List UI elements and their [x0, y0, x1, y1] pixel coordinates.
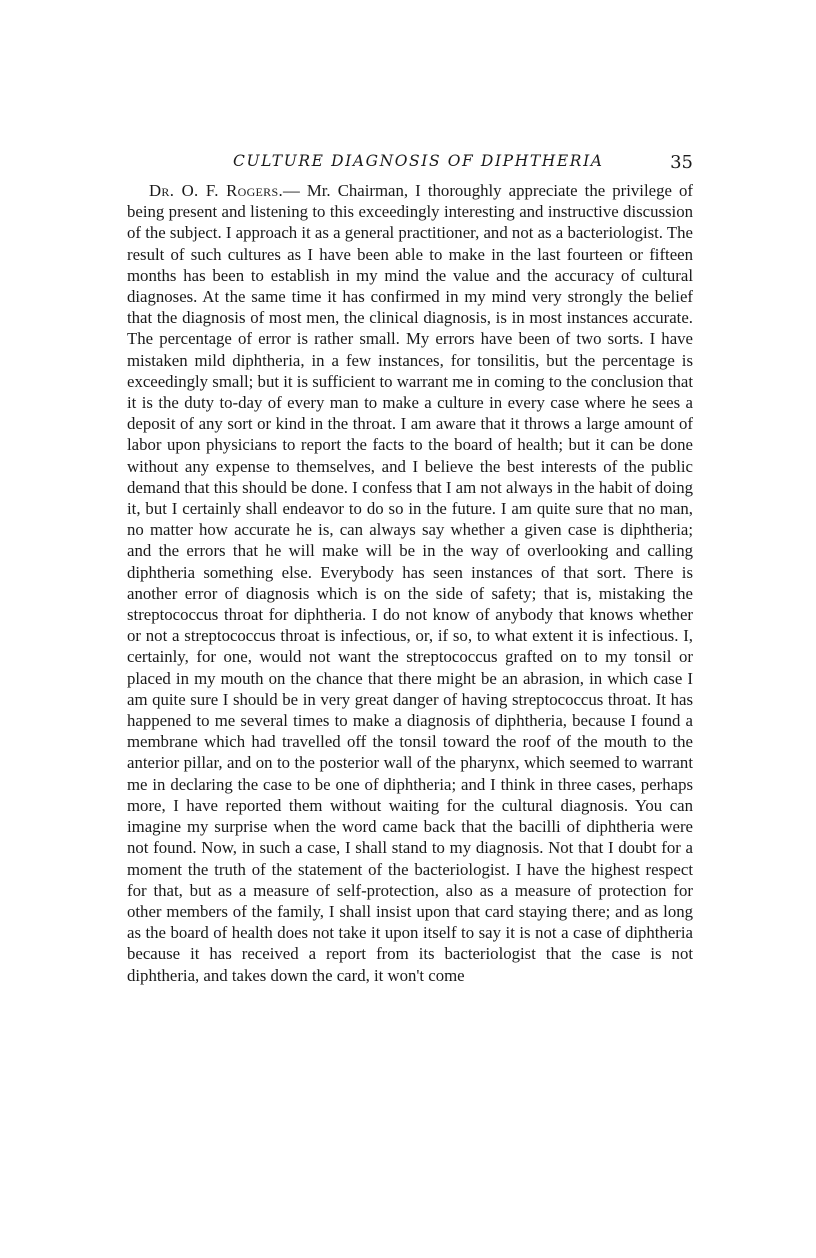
speaker-name: Dr. O. F. Rogers. — [149, 181, 283, 200]
body-paragraph — [127, 180, 693, 986]
document-page — [127, 150, 693, 986]
paragraph-text: — Mr. Chairman, I thoroughly appreciate the privilege of being present and listening to this exceedingly interesting and instructive discussion of the subject. I approach it as a general practitioner, and not as a bacteriologist. The result of such cultures as I have been able to make in the last fourteen or fifteen months has been to establish in my mind the value and the accuracy of cultural diagnoses. At the same time it has confirmed in my mind very strongly the belief that the diagnosis of most men, the clinical diagnosis, is in most instances accurate. The percentage of error is rather small. My errors have been of two sorts. I have mistaken mild diphtheria, in a few instances, for tonsilitis, but the percentage is exceedingly small; but it is sufficient to warrant me in coming to the conclusion that it is the duty to-day of every man to make a culture in every case where he sees a deposit of any sort or kind in the throat. I am aware that it throws a large amount of labor upon physicians to report the facts to the board of health; but it can be done without any expense to themselves, and I believe the best interests of the public demand that this should be done. I confess that I am not always in the habit of doing it, but I certainly shall endeavor to do so in the future. I am quite sure that no man, no matter how accurate he is, can always say whether a given case is diphtheria; and the errors that he will make will be in the way of overlooking and calling diphtheria something else. Everybody has seen instances of that sort. There is another error of diagnosis which is on the side of safety; that is, mistaking the streptococcus throat for diphtheria. I do not know of anybody that knows whether or not a streptococcus throat is infectious, or, if so, to what extent it is infectious. I, certainly, for one, would not want the streptococcus grafted on to my tonsil or placed in my mouth on the chance that there might be an abrasion, in which case I am quite sure I should be in very great danger of having streptococcus throat. It has happened to me several times to make a diagnosis of diphtheria, because I found a membrane which had travelled off the tonsil toward the roof of the mouth to the anterior pillar, and on to the posterior wall of the pharynx, which seemed to warrant me in declaring the case to be one of diphtheria; and I think in three cases, perhaps more, I have reported them without waiting for the cultural diagnosis. You can imagine my surprise when the word came back that the bacilli of diphtheria were not found. Now, in such a case, I shall stand to my diagnosis. Not that I doubt for a moment the truth of the statement of the bacteriologist. I have the highest respect for that, but as a measure of self-protection, also as a measure of protection for other members of the family, I shall insist upon that card staying there; and as long as the board of health does not take it upon itself to say it is not a case of diphtheria because it has received a report from its bacteriologist that the case is not diphtheria, and takes down the card, it won't come — [127, 181, 693, 985]
page-number: 35 — [670, 152, 693, 173]
running-title: CULTURE DIAGNOSIS OF DIPHTHERIA — [233, 152, 604, 170]
running-head — [127, 150, 693, 180]
